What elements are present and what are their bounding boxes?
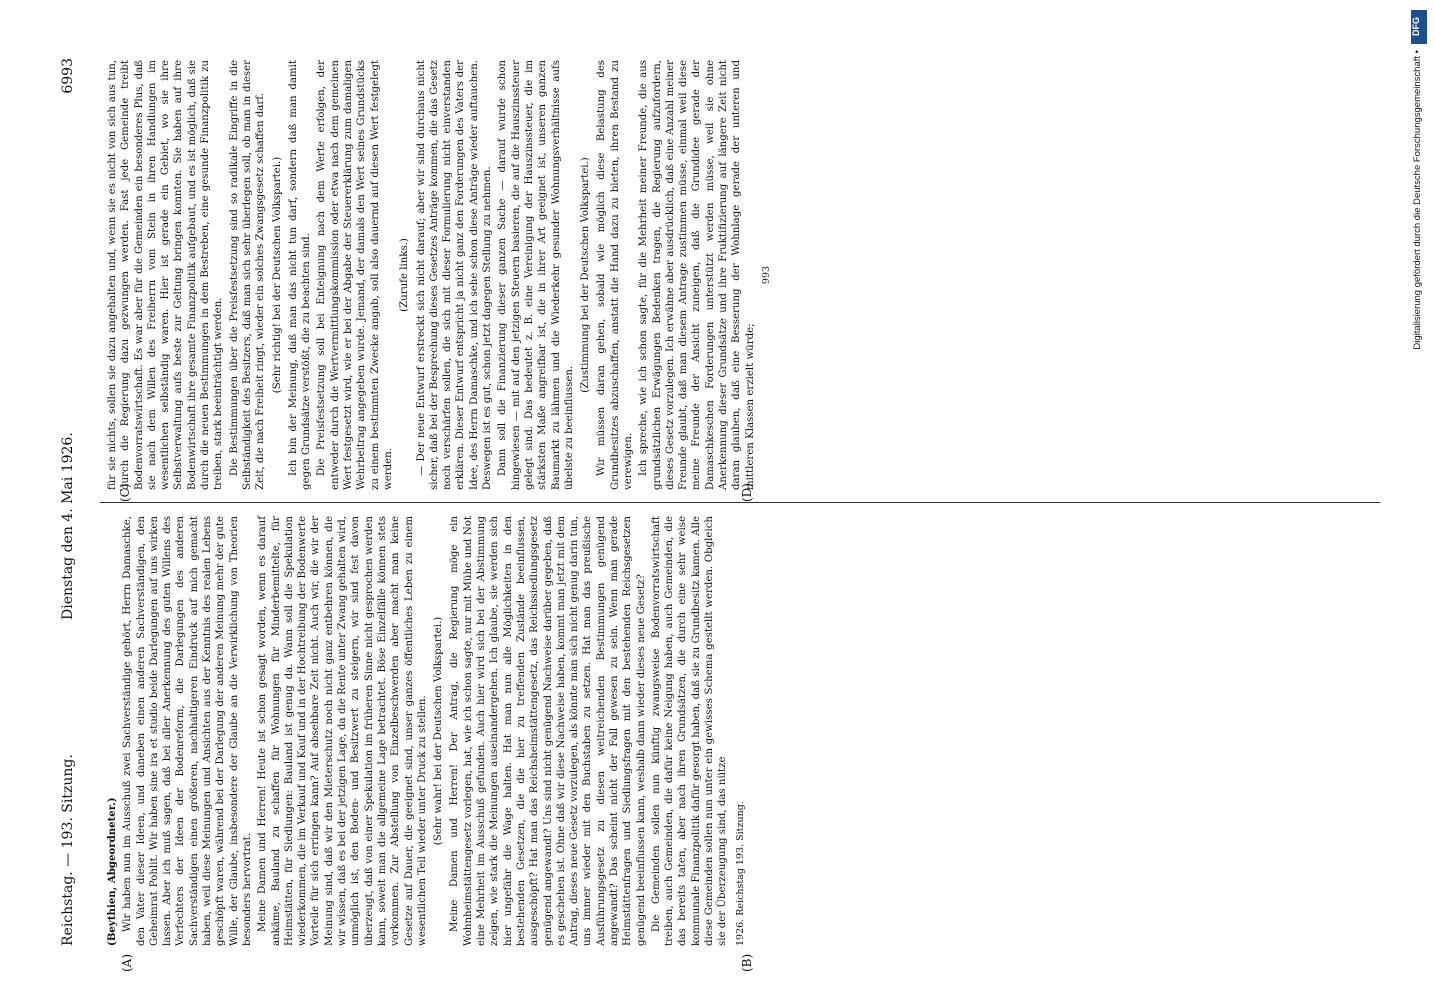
margin-mark-b: (B) xyxy=(740,953,754,972)
paragraph: Ich bin der Meinung, daß man das nicht tun darf, sondern daß man damit gegen Grundsätze verstößt, die zu beachten sind. xyxy=(287,60,313,490)
left-column xyxy=(106,516,749,946)
interjection: (Zurufe links.) xyxy=(399,238,411,312)
interjection: (Sehr richtig! bei der Deutschen Volkspartei.) xyxy=(271,156,283,394)
margin-mark-a: (A) xyxy=(120,953,134,972)
footer-code: 993 xyxy=(760,265,772,285)
paragraph: Wir haben nun im Ausschuß zwei Sachverständige gehört, Herrn Damaschke, den Vater dieser Ideen, und daneben einen anderen Sachverständigen, den Geheimrat Pohlit. Wir haben sine ira et studio beide Darlegungen auf uns wirken lassen. Aber ich muß sagen, daß bei aller Anerkennung des guten Willens des Verfechters der Ideen der Bodenreform, die Darlegungen des anderen Sachverständigen einen größeren, nachhaltigeren Eindruck auf mich gemacht haben, weil diese Meinungen und Ansichten aus der Kenntnis des realen Lebens geschöpft waren, während bei der Darlegung der anderen Meinung mehr der gute Wille, der Glaube, insbesondere der Glaube an die Verwirklichung von Theorien besonders hervortrat. xyxy=(122,516,253,946)
interjection: (Sehr wahr! bei der Deutschen Volkspartei.) xyxy=(433,616,445,846)
paragraph: Meine Damen und Herren! Der Antrag, die Regierung möge ein Wohnheimstättengesetz vorlegen, hat, wie ich schon sagte, nur mit Mühe und Not eine Mehrheit im Ausschuß gefunden. Auch hier wird sich bei der Abstimmung zeigen, wie stark die Meinungen auseinandergehen. Ich glaube, sie werden sich hier ungefähr die Wage halten. Hat man nun alle Möglichkeiten in den bestehenden Gesetzen, die die hier zu treffenden Zustände beeinflussen, ausgeschöpft? Hat man das Reichsheimstättengesetz, das Reichssiedlungsgesetz genügend angewandt? Uns sind nicht genügend Nachweise darüber gegeben, daß es geschehen ist. Ohne daß wir diese Nachweise haben, kommt man jetzt mit dem Antrag, dieses neue Gesetz vorzulegen, als könnte man sich nicht genug darin tun, uns immer wieder mit den Buchstaben zu setzen. Hat man das preußische Ausführungsgesetz zu diesen weitreichenden Bestimmungen genügend angewandt? Das scheint nicht der Fall gewesen zu sein. Wenn man gerade Heimstättenfragen und Siedlungsfragen mit den bestehenden Reichsgesetzen genügend beeinflussen kann, weshalb dann wieder dieses neue Gesetz? xyxy=(449,516,647,946)
page-number: 6993 xyxy=(60,58,76,94)
header-left: Reichstag. — 193. Sitzung. xyxy=(60,754,76,946)
dfg-logo: DFG xyxy=(1411,10,1427,44)
paragraph: Die Gemeinden sollen nun künftig zwangsweise Bodenvorratswirtschaft treiben, auch Gemeinden, die dafür keine Neigung haben, auch Gemeinden, die das bereits taten, aber nach ihren Grundsätzen, die durch eine sehr weise kommunale Finanzpolitik dafür gesorgt haben, daß sie zu Grundbesitz kamen. Alle diese Gemeinden sollen nun unter ein gewisses Schema gestellt werden. Obgleich sie der Überzeugung sind, das nütze xyxy=(650,516,729,946)
paragraph: Meine Damen und Herren! Heute ist schon gesagt worden, wenn es darauf ankäme, Bauland zu schaffen für Wohnungen für Minderbemittelte, für Heimstätten, für Siedlungen: Bauland ist genug da. Wann soll die Spekulation wiederkommen, die im Verkauf und Kauf und in der Hochtreibung der Bodenwerte Vorteile für sich erringen kann? Auf absehbare Zeit nicht. Auch wir, die wir der Meinung sind, daß wir den Mieterschutz noch nicht ganz entbehren können, die wir wissen, daß es bei der jetzigen Lage, da die Rente unter Zwang gehalten wird, unmöglich ist, den Boden- und Besitzwert zu steigern, wir sind fest davon überzeugt, daß von einer Spekulation im früheren Sinne nicht gesprochen werden kann, soweit man die allgemeine Lage betrachtet. Böse Einzelfälle können stets vorkommen. Zur Abstellung von Einzelbeschwerden aber macht man keine Gesetze auf Dauer, die geeignet sind, unser ganzes öffentliches Leben zu einem wesentlichen Teil wieder unter Druck zu stellen. xyxy=(257,516,428,946)
paragraph: für sie nichts, sollen sie dazu angehalten und, wenn sie es nicht von sich aus tun, durch die Regierung dazu gezwungen werden. Fast jede Gemeinde treibt Bodenvorratswirtschaft. Es war aber für die Gemeinden ein besonderes Plus, daß sie nach dem Willen des Freiherrn vom Stein in ihren Handlungen im wesentlichen selbständig waren. Hier ist gerade ein Gebiet, wo sie ihre Selbstverwaltung aufs beste zur Geltung bringen konnten. Sie haben auf ihre Bodenwirtschaft ihre gesamte Finanzpolitik aufgebaut, und es ist möglich, daß sie durch die neuen Bestimmungen in dem Bestreben, eine gesunde Finanzpolitik zu treiben, stark beeinträchtigt werden. xyxy=(107,60,225,490)
paragraph: Wir müssen daran gehen, sobald wie möglich diese Belastung des Grundbesitzes abzuschaffen, anstatt die Hand dazu zu bieten, ihren Bestand zu verewigen. xyxy=(596,60,634,490)
interjection: (Zustimmung bei der Deutschen Volkspartei.) xyxy=(580,157,592,393)
rotated-page-content xyxy=(60,50,1380,972)
paragraph: Die Preisfestsetzung soll bei Enteignung nach dem Werte erfolgen, der entweder durch die Wertvermittlungskommission oder etwa nach dem gemeinen Wert festgesetzt wird, wie er bei der Abgabe der Steuererklärung zum damaligen Wehrbeitrag angegeben wurde. Jemand, der damals den Wert seines Grundstücks zu einem bestimmten Zwecke angab, soll also dauernd auf diesen Wert festgelegt werden. xyxy=(316,60,394,490)
digitization-strip xyxy=(1408,10,1430,990)
header-date: Dienstag den 4. Mai 1926. xyxy=(60,432,76,620)
speaker-label: (Beythien, Abgeordneter.) xyxy=(106,797,118,946)
paragraph: Die Bestimmungen über die Preisfestsetzung sind so radikale Eingriffe in die Selbständigkeit des Besitzers, daß man sich sehr überlegen soll, ob man in dieser Zeit, die nach Freiheit ringt, wieder ein solches Zwangsgesetz schaffen darf. xyxy=(228,60,267,490)
paragraph: Ich spreche, wie ich schon sagte, für die Mehrheit meiner Freunde, die aus grundsätzlichen Erwägungen Bedenken tragen, die Regierung aufzufordern, dieses Gesetz vorzulegen. Ich erwähne aber ausdrücklich, daß eine Anzahl meiner Freunde glaubt, daß man diesem Antrage zustimmen müsse, einmal weil diese meine Freunde der Ansicht zuneigen, daß die Grundidee gerade der Damaschkeschen Forderungen unterstützt werden müsse, weil sie ohne Anerkennung dieser Grundsätze und ihre Fruktifizierung auf längere Zeit nicht daran glauben, daß eine Besserung der Wohnlage gerade der unteren und mittleren Klassen erzielt würde; xyxy=(638,60,756,490)
footer-left: 1926. Reichstag 193. Sitzung. xyxy=(734,801,746,946)
running-header xyxy=(60,50,84,950)
margin-mark-c: (C) xyxy=(118,483,132,502)
paragraph: — Der neue Entwurf erstreckt sich nicht darauf; aber wir sind durchaus nicht sicher, daß bei der Besprechung dieses Gesetzes Anträge kommen, die das Gesetz noch verschärfen sollen, die sich mit dieser Formulierung nicht einverstanden erklären. Dieser Entwurf entspricht ja nicht ganz den Forderungen des Vaters der Idee, des Herrn Damaschke, und ich sehe schon diese Anträge wieder auftauchen. Deswegen ist es gut, schon jetzt dagegen Stellung zu nehmen. xyxy=(415,60,494,490)
margin-mark-d: (D) xyxy=(740,483,754,502)
paragraph: Dann soll die Finanzierung dieser ganzen Sache — darauf wurde schon hingewiesen — mit auf den jetzigen Steuern basieren, die auf die Hauszinssteuer gelegt sind. Das bedeutet z. B. eine Vereinigung der Hauszinssteuer, die im stärksten Maße angreifbar ist, die in ihrer Art geeignet ist, unseren ganzen Baumarkt zu lähmen und die Wiederkehr gesunder Wohnungsverhältnisse aufs übelste zu beeinflussen. xyxy=(497,60,575,490)
right-column xyxy=(106,60,776,490)
column-divider xyxy=(100,502,1380,503)
digitization-credit: Digitalisierung gefördert durch die Deutsche Forschungsgemeinschaft • xyxy=(1412,50,1423,350)
